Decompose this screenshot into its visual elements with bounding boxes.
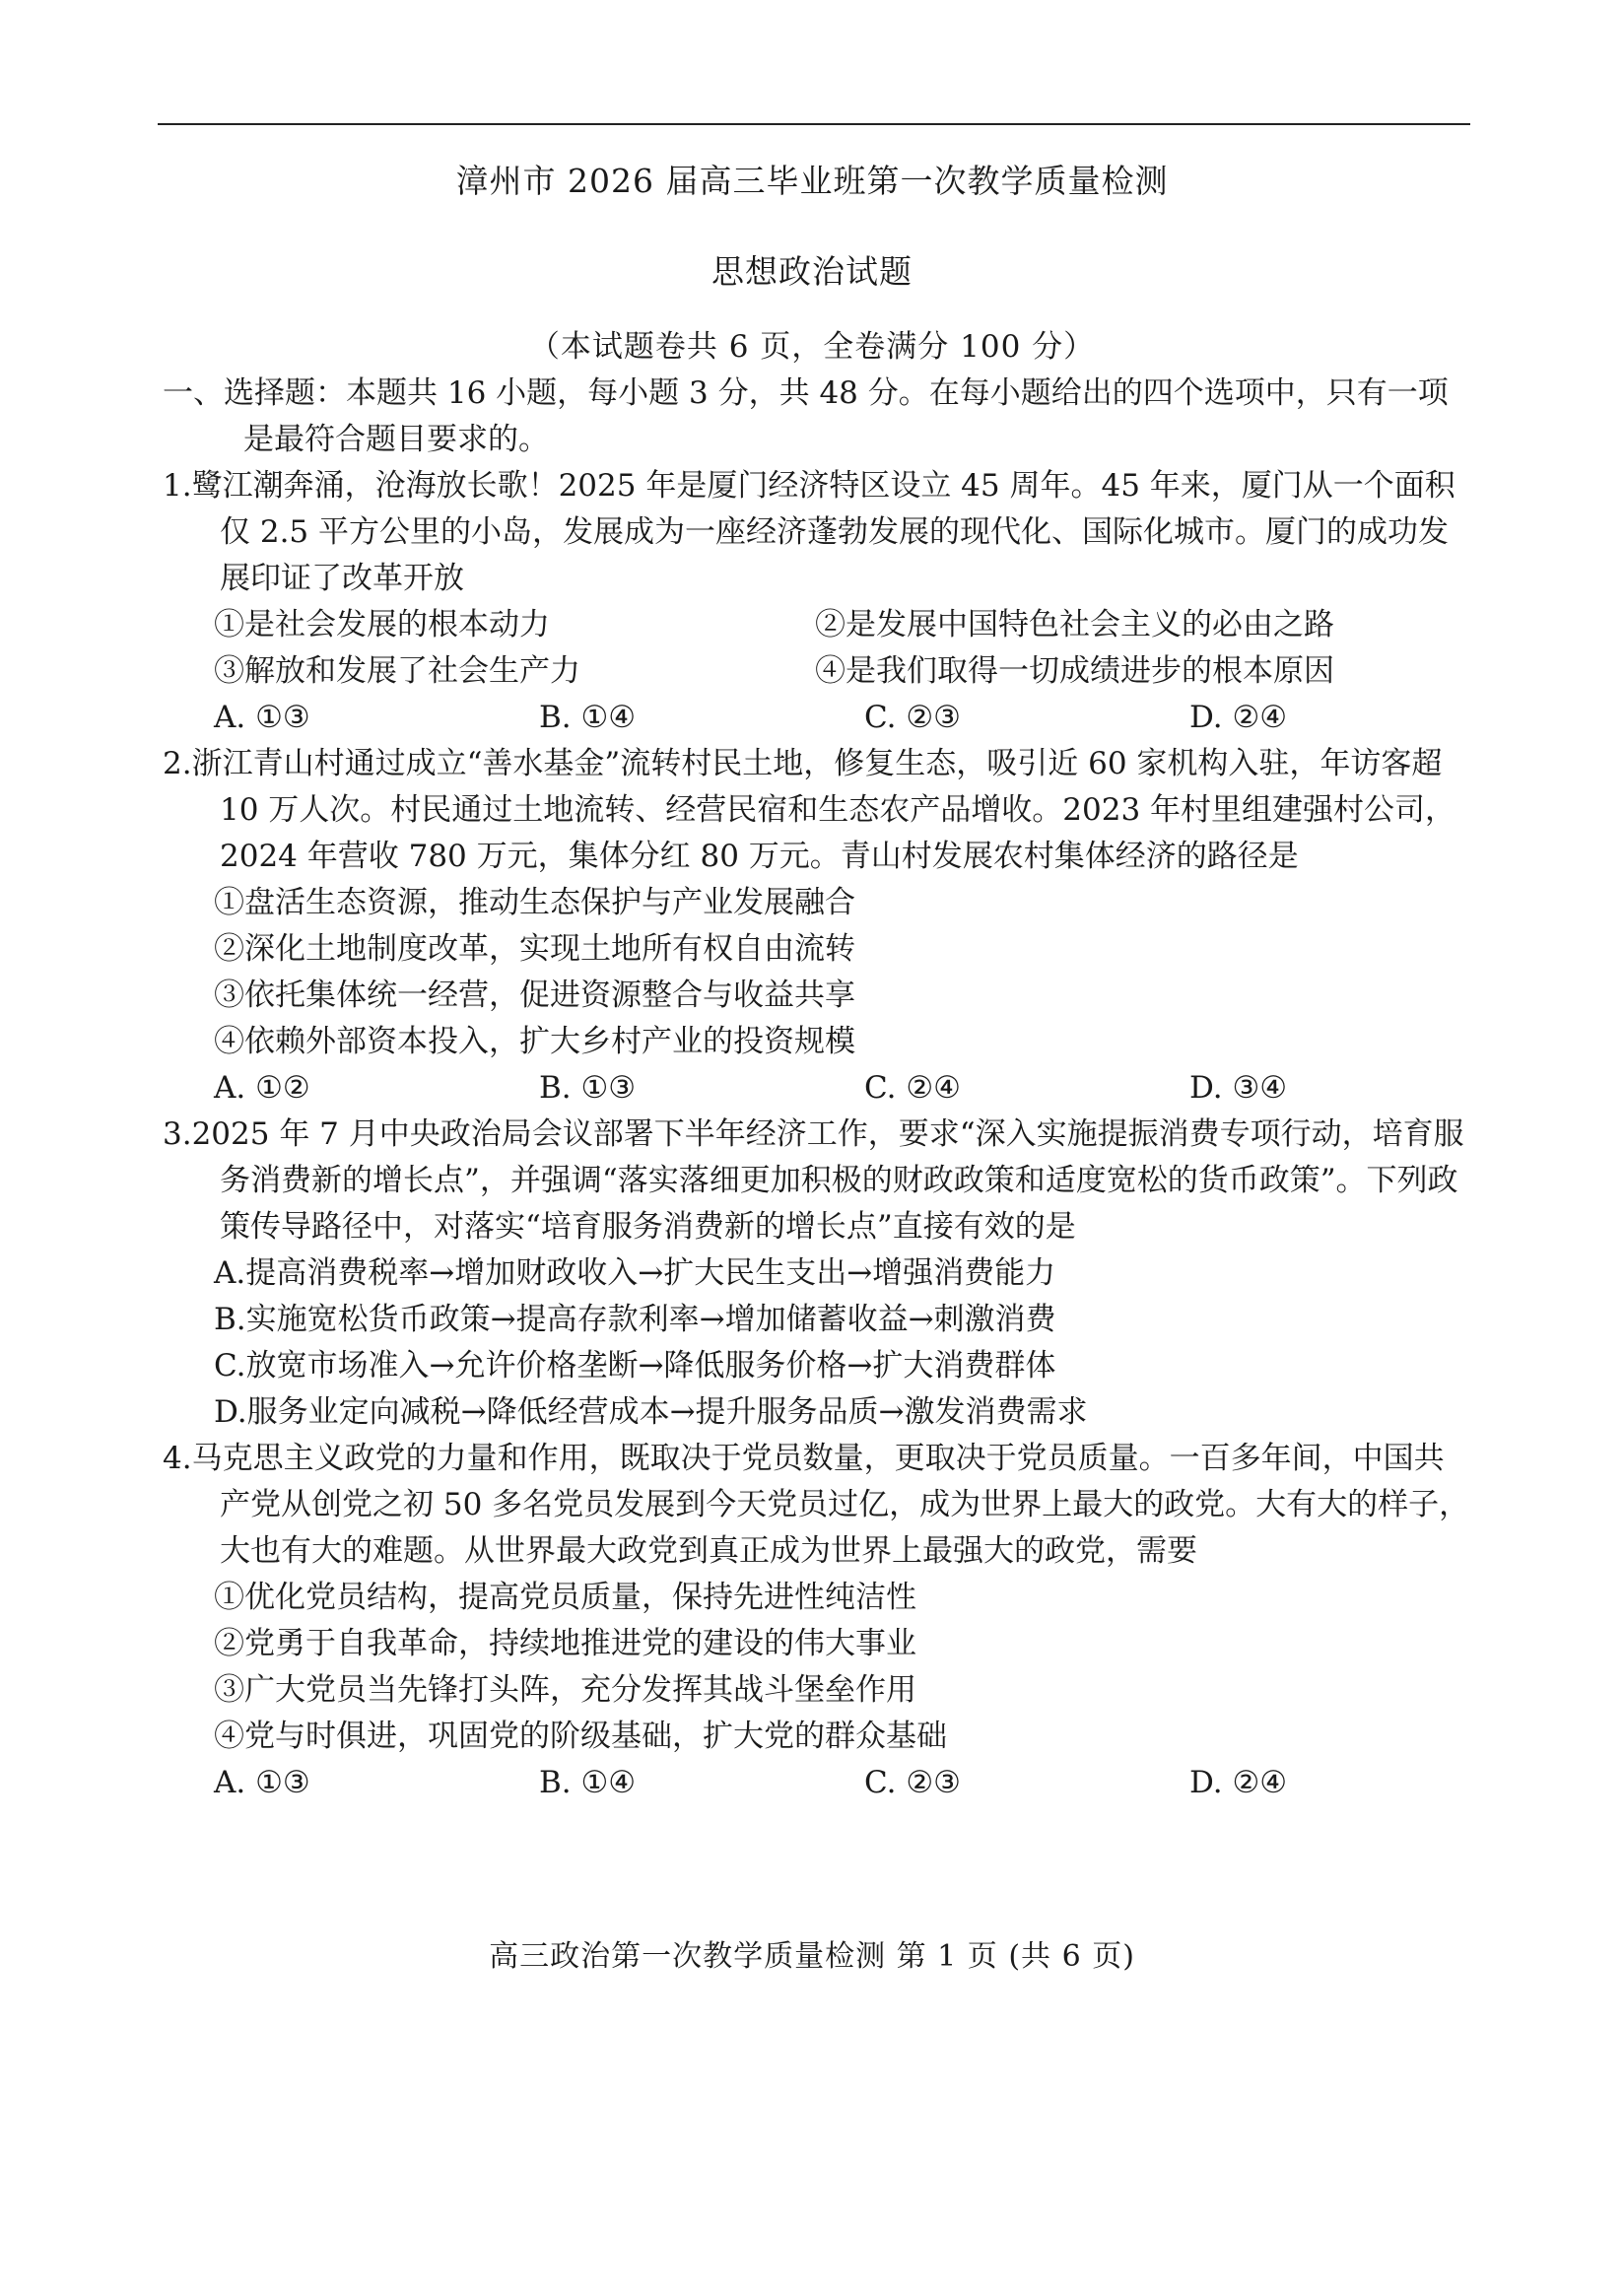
answer-choice-a: A. ①③ — [214, 1765, 310, 1800]
statement-grid — [163, 602, 1473, 695]
statement: ①是社会发展的根本动力 — [214, 607, 550, 642]
section-instruction: 一、选择题：本题共 16 小题，每小题 3 分，共 48 分。在每小题给出的四个选项中，只有一项是最符合题目要求的。 — [163, 375, 1449, 457]
question-3 — [163, 1112, 1473, 1436]
question-stem: 4.马克思主义政党的力量和作用，既取决于党员数量，更取决于党员质量。一百多年间，中国共产党从创党之初 50 多名党员发展到今天党员过亿，成为世界上最大的政党。大有大的样子，大也有大的难题。从世界最大政党到真正成为世界上最强大的政党，需要 — [163, 1441, 1470, 1569]
statement: ③广大党员当先锋打头阵，充分发挥其战斗堡垒作用 — [214, 1672, 916, 1708]
statement: ③依托集体统一经营，促进资源整合与收益共享 — [214, 978, 855, 1013]
answer-choice-b: B. ①③ — [539, 1070, 637, 1106]
top-rule — [158, 123, 1470, 125]
statement: ②是发展中国特色社会主义的必由之路 — [815, 607, 1334, 642]
answer-option-b: B.实施宽松货币政策→提高存款利率→增加储蓄收益→刺激消费 — [214, 1302, 1056, 1337]
exam-note: （本试题卷共 6 页，全卷满分 100 分） — [528, 329, 1096, 365]
statement: ④党与时俱进，巩固党的阶级基础，扩大党的群众基础 — [214, 1719, 947, 1754]
answer-choice-a: A. ①② — [214, 1070, 310, 1106]
question-stem: 3.2025 年 7 月中央政治局会议部署下半年经济工作，要求“深入实施提振消费专项行动，培育服务消费新的增长点”，并强调“落实落细更加积极的财政政策和适度宽松的货币政策”。下列政策传导路径中，对落实“培育服务消费新的增长点”直接有效的是 — [163, 1116, 1464, 1245]
answer-choice-d: D. ②④ — [1189, 1765, 1288, 1800]
page-footer: 高三政治第一次教学质量检测 第 1 页 (共 6 页) — [489, 1939, 1135, 1974]
question-content — [163, 371, 1473, 1806]
answer-choice-b: B. ①④ — [539, 700, 637, 735]
statement: ①盘活生态资源，推动生态保护与产业发展融合 — [214, 885, 855, 920]
answer-option-a: A.提高消费税率→增加财政收入→扩大民生支出→增强消费能力 — [214, 1255, 1056, 1291]
answer-choice-b: B. ①④ — [539, 1765, 637, 1800]
statement: ③解放和发展了社会生产力 — [214, 653, 580, 689]
statement: ④是我们取得一切成绩进步的根本原因 — [815, 653, 1334, 689]
answer-option-c: C.放宽市场准入→允许价格垄断→降低服务价格→扩大消费群体 — [214, 1348, 1056, 1383]
answer-option-d: D.服务业定向减税→降低经营成本→提升服务品质→激发消费需求 — [214, 1394, 1088, 1430]
question-stem: 2.浙江青山村通过成立“善水基金”流转村民土地，修复生态，吸引近 60 家机构入驻，年访客超 10 万人次。村民通过土地流转、经营民宿和生态农产品增收。2023 年村里组建强村公司，2024 年营收 780 万元，集体分红 80 万元。青山村发展农村集体经济的路径是 — [163, 746, 1456, 874]
exam-title: 漳州市 2026 届高三毕业班第一次教学质量检测 — [455, 162, 1169, 200]
question-1 — [163, 463, 1473, 741]
answer-choice-a: A. ①③ — [214, 700, 310, 735]
answer-choices — [163, 1065, 1473, 1112]
answer-choices — [163, 1760, 1473, 1806]
answer-choice-d: D. ②④ — [1189, 700, 1288, 735]
statement: ①优化党员结构，提高党员质量，保持先进性纯洁性 — [214, 1580, 916, 1615]
answer-choice-d: D. ③④ — [1189, 1070, 1288, 1106]
statement: ②党勇于自我革命，持续地推进党的建设的伟大事业 — [214, 1626, 916, 1661]
question-4 — [163, 1436, 1473, 1806]
statement: ④依赖外部资本投入，扩大乡村产业的投资规模 — [214, 1024, 855, 1059]
answer-choice-c: C. ②④ — [864, 1070, 961, 1106]
exam-subject: 思想政治试题 — [711, 252, 913, 291]
statement: ②深化土地制度改革，实现土地所有权自由流转 — [214, 931, 855, 967]
answer-choice-c: C. ②③ — [864, 1765, 961, 1800]
answer-choice-c: C. ②③ — [864, 700, 961, 735]
answer-choices — [163, 695, 1473, 741]
question-2 — [163, 741, 1473, 1112]
question-stem: 1.鹭江潮奔涌，沧海放长歌！2025 年是厦门经济特区设立 45 周年。45 年来，厦门从一个面积仅 2.5 平方公里的小岛，发展成为一座经济蓬勃发展的现代化、国际化城市。厦门的成功发展印证了改革开放 — [163, 468, 1455, 596]
